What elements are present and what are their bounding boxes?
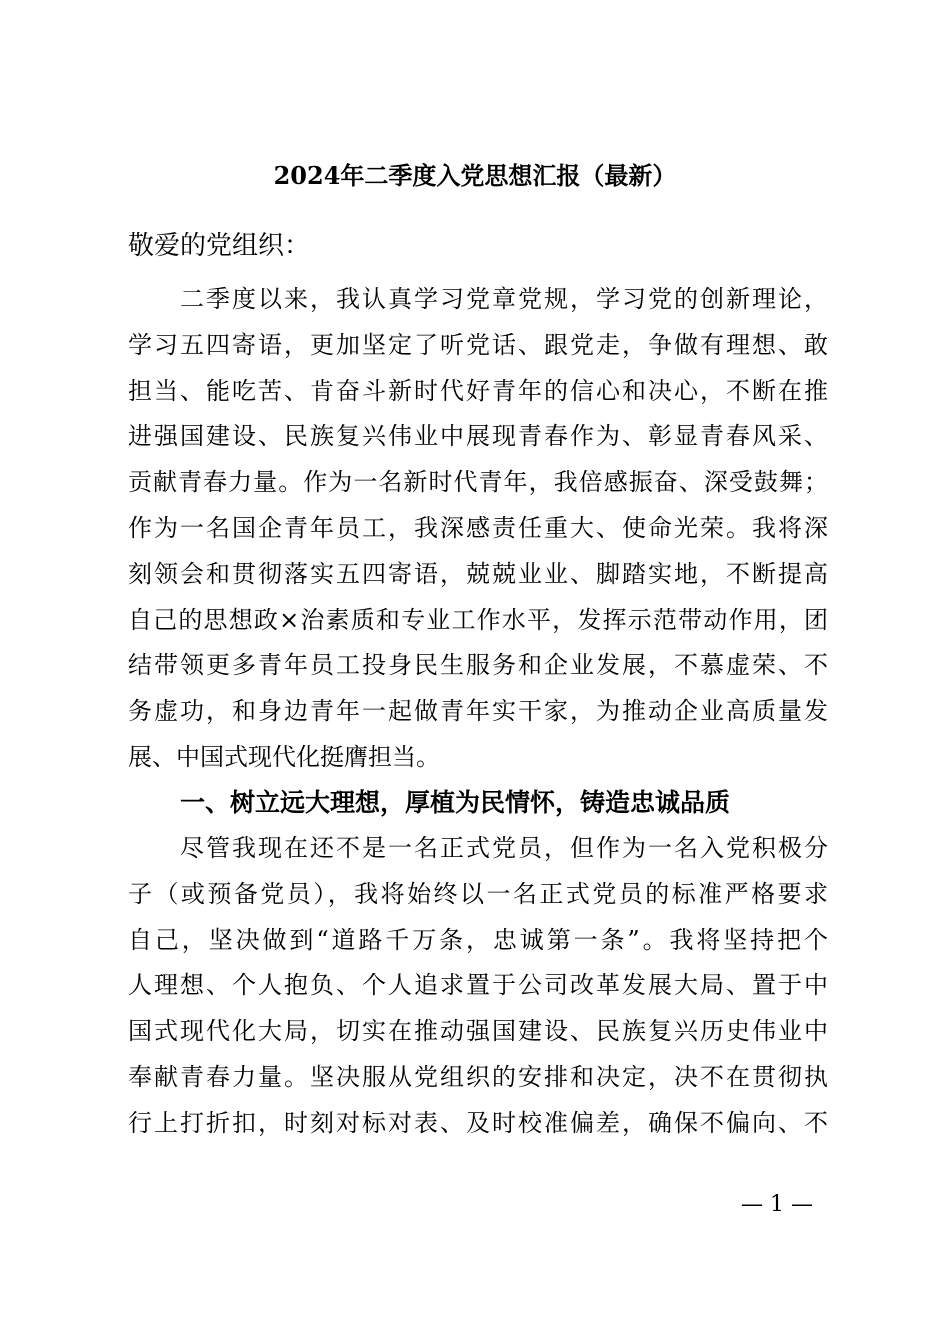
paragraph-line: 务虚功，和身边青年一起做青年实干家，为推动企业高质量发 — [128, 697, 828, 726]
paragraph-line: 刻领会和贯彻落实五四寄语，兢兢业业、脚踏实地，不断提高 — [128, 559, 828, 588]
paragraph-line: 作为一名国企青年员工，我深感责任重大、使命光荣。我将深 — [128, 513, 828, 542]
paragraph-line: 结带领更多青年员工投身民生服务和企业发展，不慕虚荣、不 — [128, 651, 828, 680]
paragraph-line: 进强国建设、民族复兴伟业中展现青春作为、彰显青春风采、 — [128, 422, 828, 451]
document-title: 2024年二季度入党思想汇报（最新） — [273, 161, 677, 190]
paragraph-line: 奉献青春力量。坚决服从党组织的安排和决定，决不在贯彻执 — [128, 1062, 828, 1091]
paragraph-line: 国式现代化大局，切实在推动强国建设、民族复兴历史伟业中 — [128, 1017, 828, 1046]
paragraph-1 — [128, 277, 828, 781]
paragraph-2 — [128, 826, 828, 1147]
paragraph-line: 二季度以来，我认真学习党章党规，学习党的创新理论， — [180, 285, 828, 313]
paragraph-line: 担当、能吃苦、肯奋斗新时代好青年的信心和决心，不断在推 — [128, 376, 828, 405]
paragraph-line: 人理想、个人抱负、个人追求置于公司改革发展大局、置于中 — [128, 971, 828, 1000]
paragraph-line: 尽管我现在还不是一名正式党员，但作为一名入党积极分 — [180, 834, 828, 862]
paragraph-line: 自己，坚决做到“道路千万条，忠诚第一条”。我将坚持把个 — [128, 925, 828, 954]
paragraph-line: 行上打折扣，时刻对标对表、及时校准偏差，确保不偏向、不 — [128, 1108, 828, 1137]
page-number: — 1 — — [741, 1192, 813, 1217]
paragraph-line: 子（或预备党员），我将始终以一名正式党员的标准严格要求 — [128, 879, 828, 908]
section-heading: 一、树立远大理想，厚植为民情怀，铸造忠诚品质 — [180, 788, 731, 817]
paragraph-line: 学习五四寄语，更加坚定了听党话、跟党走，争做有理想、敢 — [128, 330, 828, 359]
paragraph-line: 自己的思想政×治素质和专业工作水平，发挥示范带动作用，团 — [128, 605, 828, 634]
paragraph-line: 展、中国式现代化挺膺担当。 — [128, 742, 440, 771]
paragraph-line: 贡献青春力量。作为一名新时代青年，我倍感振奋、深受鼓舞； — [128, 468, 828, 497]
salutation: 敬爱的党组织： — [128, 231, 311, 261]
